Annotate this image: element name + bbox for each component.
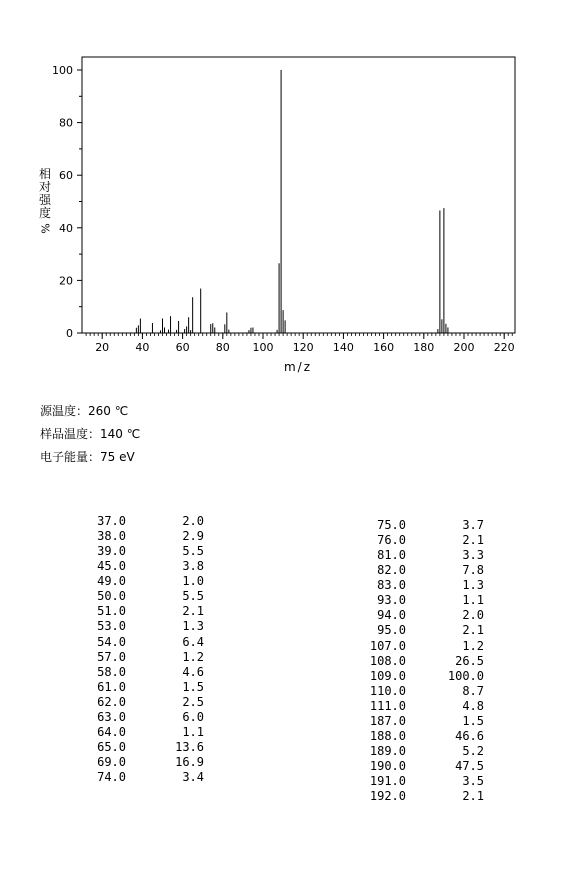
mz-value: 74.0 [97,770,126,785]
intensity-value: 5.5 [182,589,204,604]
intensity-value: 13.6 [175,739,204,754]
intensity-value: 2.1 [182,604,204,619]
intensity-value: 4.6 [182,664,204,679]
condition-label: 电子能量： [40,450,101,464]
table-row [88,665,204,680]
table-row [88,710,204,725]
condition-label: 样品温度： [40,427,101,441]
intensity-value: 8.7 [462,683,484,698]
mz-value: 65.0 [97,739,126,754]
table-row [368,548,484,563]
intensity-value: 3.3 [462,548,484,563]
table-row [368,744,484,759]
intensity-value: 16.9 [175,755,204,769]
intensity-value: 2.0 [182,514,204,528]
electron-energy [40,446,140,469]
mz-value: 58.0 [97,664,126,679]
x-axis [86,333,515,354]
intensity-value: 1.5 [182,679,204,694]
mz-value: 62.0 [97,694,126,709]
mz-value: 188.0 [369,728,406,743]
plot-frame [82,57,515,333]
mz-value: 49.0 [97,574,126,589]
table-row [368,774,484,789]
table-row [368,729,484,744]
table-row [88,650,204,665]
mz-value: 93.0 [377,593,406,608]
x-tick-label: 80 [215,341,230,354]
intensity-value: 47.5 [455,759,484,773]
mz-value: 192.0 [369,789,406,804]
mz-value: 38.0 [97,529,126,544]
intensity-value: 1.3 [182,619,204,634]
table-row [368,759,484,774]
intensity-value: 3.8 [182,559,204,574]
table-row [368,669,484,684]
table-row [88,514,204,529]
intensity-value: 1.0 [182,574,204,589]
intensity-value: 6.0 [182,709,204,724]
mz-value: 53.0 [97,619,126,634]
intensity-value: 4.8 [462,698,484,713]
table-row [368,608,484,623]
x-tick-label: 140 [332,341,354,354]
intensity-value: 3.4 [182,770,204,785]
table-row [88,725,204,740]
condition-value: 260 ℃ [88,404,129,418]
table-row [368,578,484,593]
mz-value: 95.0 [377,623,406,638]
table-row [368,623,484,638]
x-tick-label: 160 [373,341,395,354]
intensity-value: 5.5 [182,544,204,559]
mz-value: 75.0 [377,518,406,532]
x-tick-label: 40 [135,341,150,354]
table-row [368,789,484,804]
mz-value: 63.0 [97,709,126,724]
x-tick-label: 20 [95,341,110,354]
mz-value: 82.0 [377,563,406,578]
intensity-value: 2.9 [182,529,204,544]
intensity-value: 46.6 [455,728,484,743]
mz-value: 69.0 [97,755,126,769]
x-tick-label: 200 [453,341,475,354]
y-tick-label: 40 [59,221,73,235]
condition-value: 140 ℃ [100,427,141,441]
y-tick-label: 60 [59,169,73,183]
table-row [88,529,204,544]
intensity-value: 7.8 [462,563,484,578]
mz-value: 191.0 [369,774,406,789]
peak-table-right [368,518,484,804]
y-axis-label-unit: % [38,223,52,234]
mz-value: 61.0 [97,679,126,694]
y-tick-label: 100 [52,64,73,77]
mz-value: 111.0 [369,698,406,713]
intensity-value: 2.1 [462,533,484,548]
intensity-value: 3.5 [462,774,484,789]
mz-value: 57.0 [97,649,126,664]
sample-temperature [40,423,140,446]
mz-value: 81.0 [377,548,406,563]
table-row [368,699,484,714]
y-tick-label: 20 [59,274,73,288]
x-tick-label: 60 [175,341,190,354]
intensity-value: 1.5 [462,713,484,728]
table-row [88,619,204,634]
table-row [368,533,484,548]
condition-label: 源温度： [40,404,89,418]
table-row [88,544,204,559]
x-tick-label: 100 [252,341,274,354]
table-row [88,635,204,650]
table-row [368,593,484,608]
mz-value: 109.0 [369,668,406,683]
mz-value: 39.0 [97,544,126,559]
mz-value: 190.0 [369,759,406,773]
y-tick-label: 80 [59,116,73,130]
mz-value: 94.0 [377,608,406,623]
intensity-value: 5.2 [462,743,484,758]
table-row [368,563,484,578]
source-temperature [40,400,140,423]
y-axis [52,64,82,340]
mz-value: 64.0 [97,724,126,739]
mz-value: 50.0 [97,589,126,604]
intensity-value: 26.5 [455,653,484,668]
intensity-value: 1.2 [462,638,484,653]
table-row [88,755,204,770]
table-row [88,740,204,755]
intensity-value: 1.1 [182,724,204,739]
table-row [368,654,484,669]
y-tick-label: 0 [66,327,73,340]
intensity-value: 100.0 [447,668,484,683]
mz-value: 187.0 [369,713,406,728]
table-row [88,695,204,710]
peak-table-left [88,514,204,785]
table-row [368,714,484,729]
mz-value: 54.0 [97,634,126,649]
table-row [368,639,484,654]
table-row [88,574,204,589]
peak-bars [136,70,448,333]
intensity-value: 2.1 [462,623,484,638]
intensity-value: 2.5 [182,694,204,709]
intensity-value: 3.7 [462,518,484,532]
x-axis-label: m/z [283,360,313,374]
x-tick-label: 220 [493,341,515,354]
table-row [88,604,204,619]
intensity-value: 6.4 [182,634,204,649]
y-axis-label [38,168,52,235]
mz-value: 51.0 [97,604,126,619]
mz-value: 45.0 [97,559,126,574]
y-axis-label-text: 相对强度 [38,167,51,220]
mz-value: 107.0 [369,638,406,653]
mz-value: 110.0 [369,683,406,698]
mass-spectrum-chart [0,0,570,380]
mz-value: 83.0 [377,578,406,593]
intensity-value: 1.3 [462,578,484,593]
instrument-conditions [40,400,140,469]
table-row [88,680,204,695]
table-row [88,589,204,604]
intensity-value: 1.1 [462,593,484,608]
x-tick-label: 120 [292,341,314,354]
intensity-value: 2.1 [462,789,484,804]
x-tick-label: 180 [413,341,435,354]
intensity-value: 2.0 [462,608,484,623]
intensity-value: 1.2 [182,649,204,664]
table-row [368,518,484,533]
mz-value: 76.0 [377,533,406,548]
mz-value: 37.0 [97,514,126,528]
table-row [88,770,204,785]
mz-value: 108.0 [369,653,406,668]
condition-value: 75 eV [100,450,135,464]
mz-value: 189.0 [369,743,406,758]
table-row [368,684,484,699]
table-row [88,559,204,574]
